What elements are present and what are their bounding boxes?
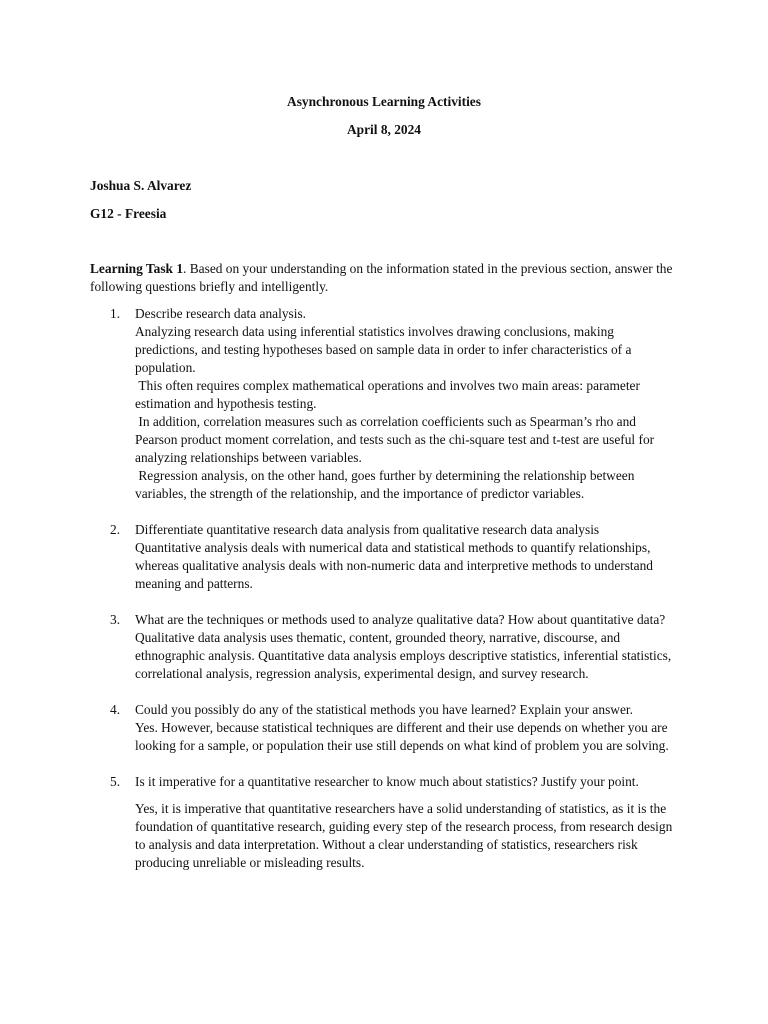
answer-paragraph: In addition, correlation measures such as correlation coefficients such as Spearman’s rho and Pearson product moment correlation, and tests such as the chi-square test and t-test are useful for analyzing relationships between variables.	[135, 414, 655, 465]
question-item	[90, 701, 680, 755]
answer-text: Qualitative data analysis uses thematic, content, grounded theory, narrative, discourse, and ethnographic analysis. Quantitative data analysis employs descriptive statistics, inferential statistics, correlational analysis, regression analysis, experimental design, and survey research.	[135, 630, 672, 681]
question-text: What are the techniques or methods used to analyze qualitative data? How about quantitative data?	[135, 612, 666, 627]
question-number: 5.	[110, 774, 121, 789]
question-text: Is it imperative for a quantitative researcher to know much about statistics? Justify your point.	[135, 774, 639, 789]
document-date: April 8, 2024	[346, 122, 422, 137]
question-text: Could you possibly do any of the statistical methods you have learned? Explain your answer.	[135, 702, 633, 717]
document-title: Asynchronous Learning Activities	[287, 94, 481, 109]
question-text: Describe research data analysis.	[135, 306, 307, 321]
answer-paragraph: This often requires complex mathematical operations and involves two main areas: parameter estimation and hypothesis testing.	[135, 378, 640, 411]
student-section: G12 - Freesia	[90, 206, 167, 221]
task-label: Learning Task 1	[90, 261, 184, 276]
answer-paragraph: Analyzing research data using inferential statistics involves drawing conclusions, making predictions, and testing hypotheses based on sample data in order to infer characteristics of a population.	[135, 324, 632, 375]
answer-text	[135, 323, 680, 503]
question-number: 2.	[110, 522, 121, 537]
question-item	[90, 521, 680, 593]
question-number: 4.	[110, 702, 121, 717]
question-item	[90, 611, 680, 683]
question-number: 3.	[110, 612, 121, 627]
question-item	[90, 305, 680, 503]
task-instructions: . Based on your understanding on the information stated in the previous section, answer the following questions briefly and intelligently.	[90, 261, 673, 294]
question-number: 1.	[110, 306, 121, 321]
answer-text: Quantitative analysis deals with numerical data and statistical methods to quantify relationships, whereas qualitative analysis deals with non-numeric data and interpretive methods to understand meaning and patterns.	[135, 540, 653, 591]
question-item	[90, 773, 680, 872]
question-list	[90, 305, 680, 890]
answer-text: Yes. However, because statistical techniques are different and their use depends on whether you are looking for a sample, or population their use still depends on what kind of problem you are solving.	[135, 720, 669, 753]
student-name: Joshua S. Alvarez	[90, 178, 192, 193]
answer-text: Yes, it is imperative that quantitative researchers have a solid understanding of statistics, as it is the foundation of quantitative research, guiding every step of the research process, from research design to analysis and data interpretation. Without a clear understanding of statistics, researchers risk producing unreliable or misleading results.	[135, 801, 673, 870]
task-intro	[90, 260, 680, 296]
question-text: Differentiate quantitative research data analysis from qualitative research data analysis	[135, 522, 600, 537]
answer-paragraph: Regression analysis, on the other hand, goes further by determining the relationship between variables, the strength of the relationship, and the importance of predictor variables.	[135, 468, 635, 501]
